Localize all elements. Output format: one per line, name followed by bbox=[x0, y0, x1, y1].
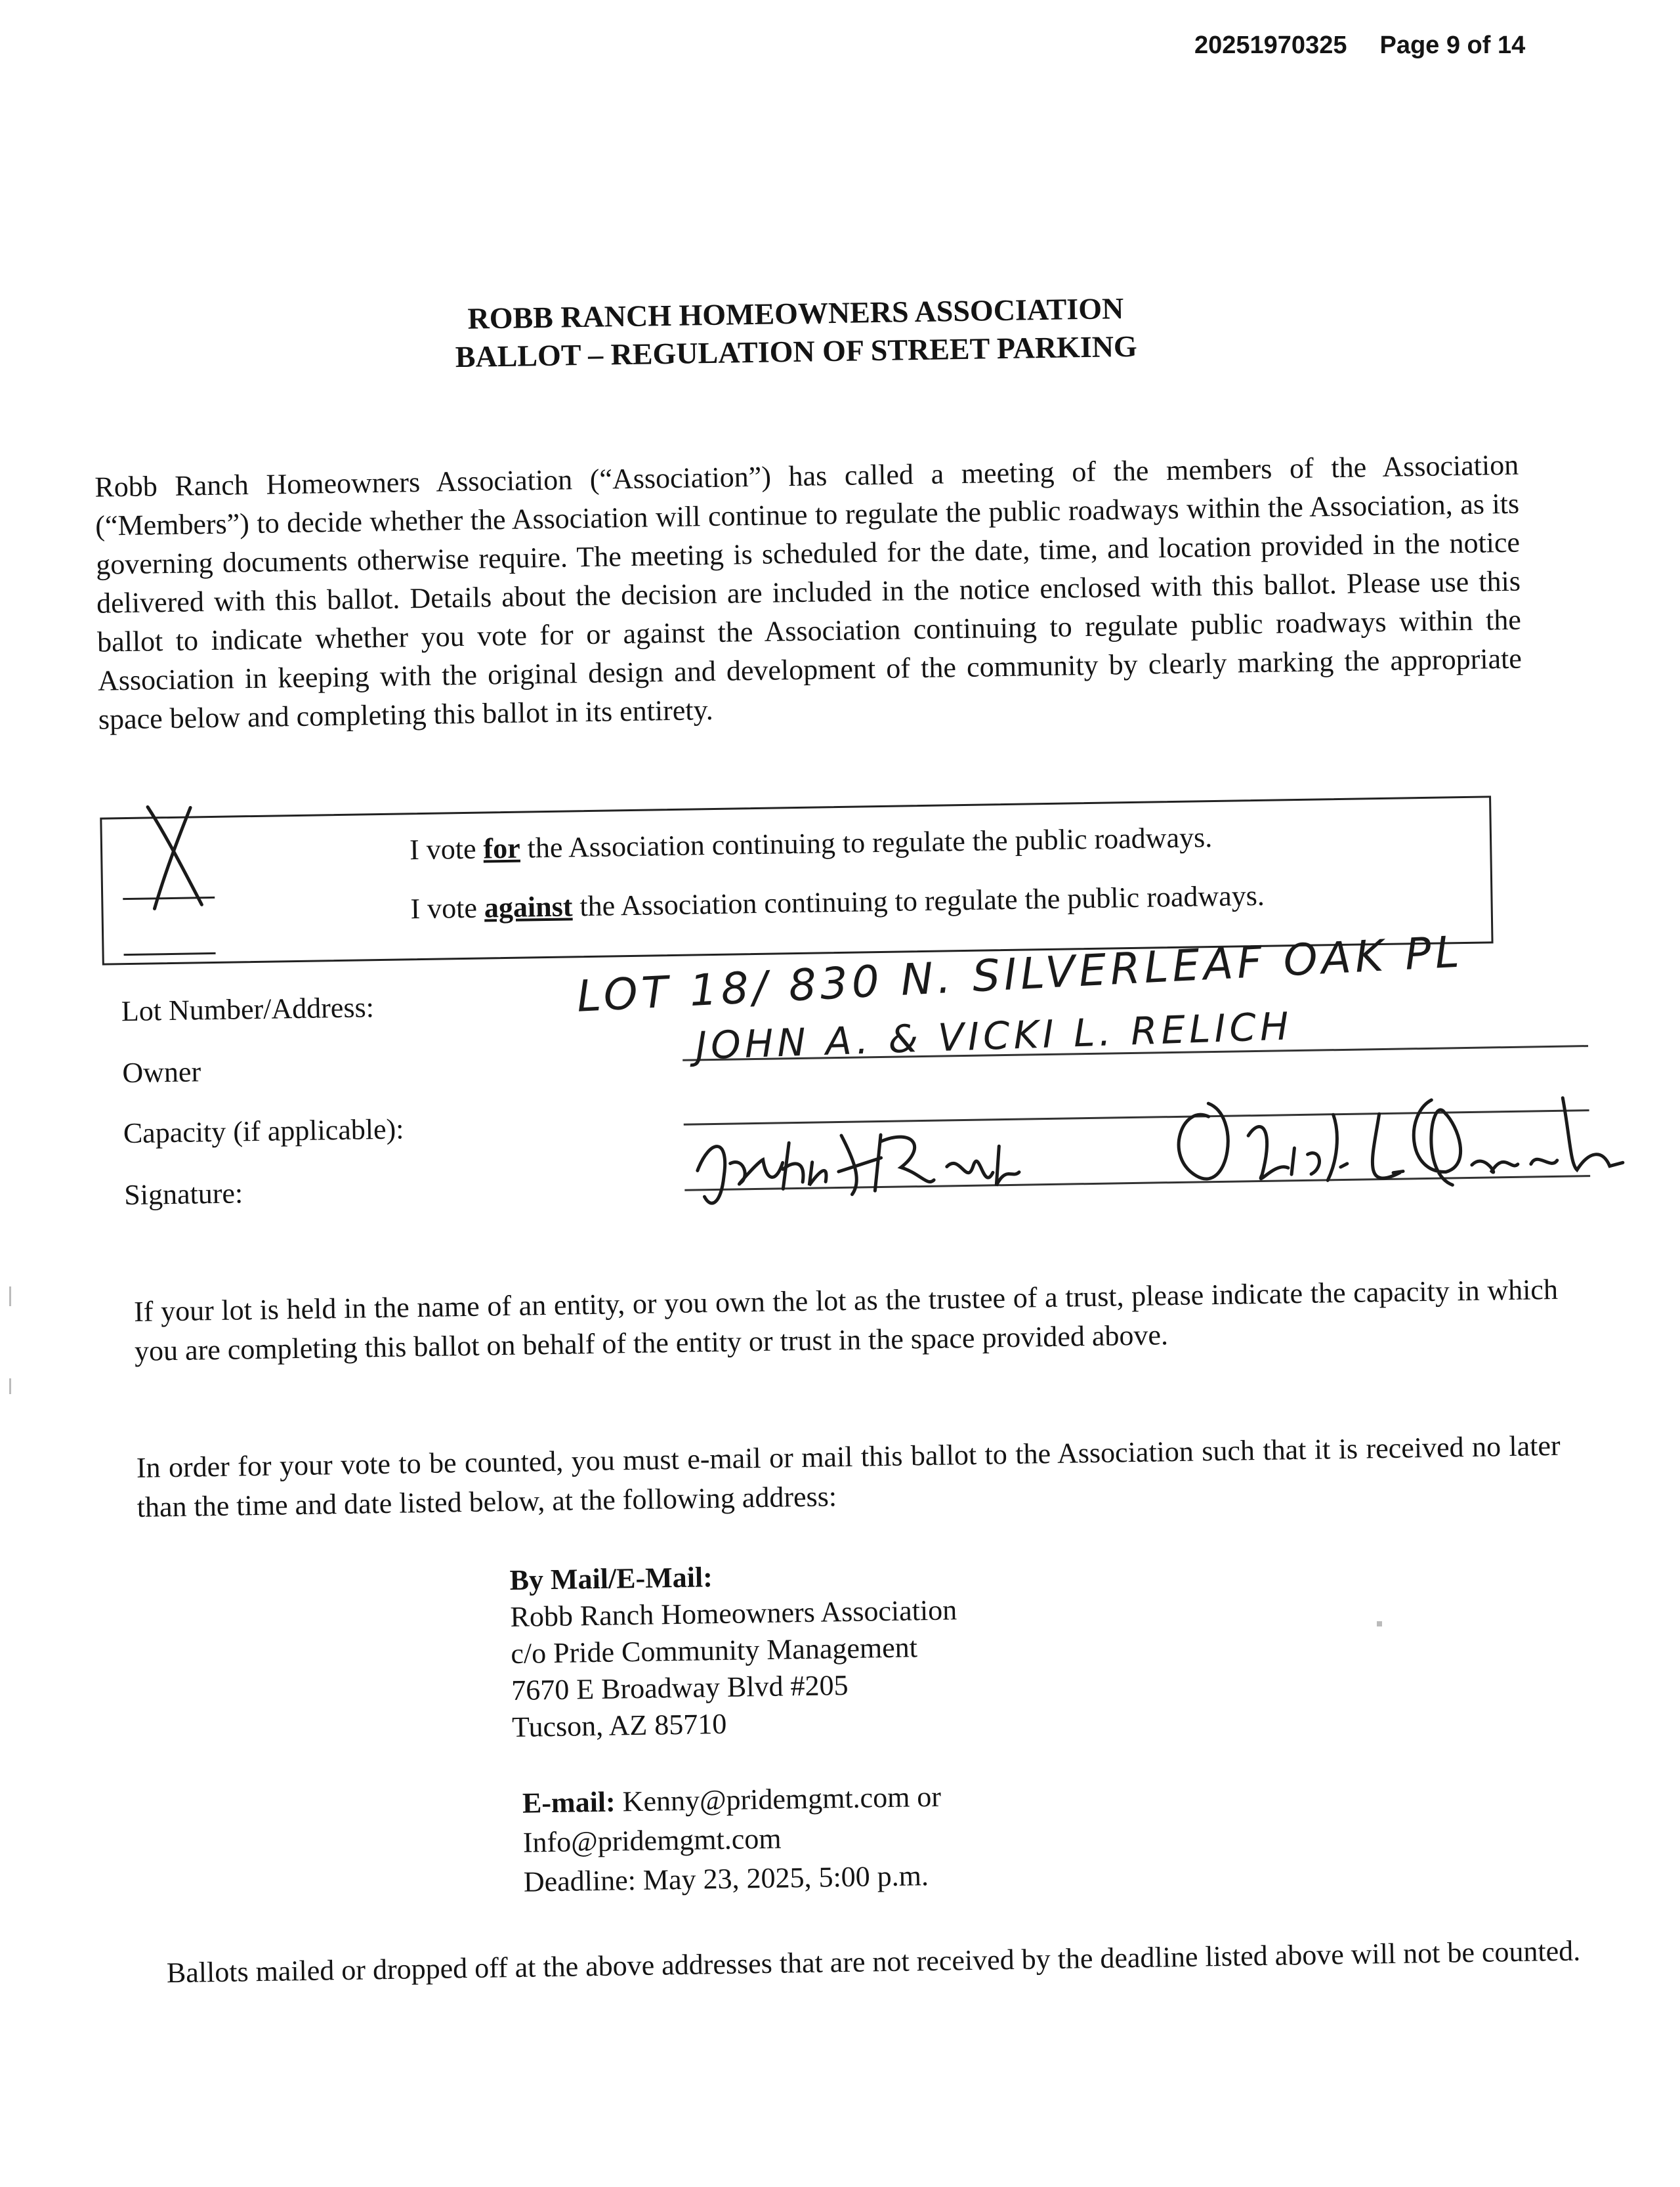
handwritten-signatures bbox=[683, 1071, 1644, 1243]
vote-against-keyword: against bbox=[484, 890, 573, 924]
address-line-4: Tucson, AZ 85710 bbox=[511, 1707, 727, 1743]
title-line-2: BALLOT – REGULATION OF STREET PARKING bbox=[455, 329, 1138, 374]
email-block bbox=[522, 1777, 942, 1902]
address-line-3: 7670 E Broadway Blvd #205 bbox=[511, 1668, 849, 1707]
lot-address-label: Lot Number/Address: bbox=[121, 991, 375, 1028]
capacity-instructions: If your lot is held in the name of an entity, or you own the lot as the trustee of a trust, please indicate the capacity in which you are completing this ballot on behalf of the entity or trust in the space provided above. bbox=[133, 1273, 1559, 1367]
email-info: Info@pridemgmt.com bbox=[522, 1822, 782, 1859]
ballot-title bbox=[0, 282, 1604, 384]
vote-against-option bbox=[410, 879, 1265, 925]
page-number: Page 9 of 14 bbox=[1379, 32, 1526, 59]
handwritten-owner: JOHN A. & VICKI L. RELICH bbox=[694, 1004, 1293, 1069]
capacity-label: Capacity (if applicable): bbox=[123, 1113, 404, 1150]
vote-against-prefix: I vote bbox=[410, 891, 485, 925]
address-line-2: c/o Pride Community Management bbox=[510, 1631, 918, 1670]
vote-for-suffix: the Association continuing to regulate the public roadways. bbox=[520, 821, 1213, 864]
intro-paragraph: Robb Ranch Homeowners Association (“Association”) has called a meeting of the members of the Association (“Members”) to decide whether the Association will continue to regulate the public roadways within the Association, as its governing documents otherwise require. The meeting is scheduled for the date, time, and location provided in the notice delivered with this ballot. Details about the decision are included in the notice enclosed with this ballot. Please use this ballot to indicate whether you vote for or against the Association continuing to regulate public roadways within the Association in keeping with the original design and development of the community by clearly marking the appropriate space below and completing this ballot in its entirety. bbox=[94, 448, 1522, 736]
scan-artifact bbox=[9, 1286, 11, 1306]
email-label: E-mail: bbox=[522, 1785, 616, 1819]
deadline: Deadline: May 23, 2025, 5:00 p.m. bbox=[523, 1859, 929, 1898]
document-number: 20251970325 bbox=[1194, 32, 1347, 59]
mail-label: By Mail/E-Mail: bbox=[509, 1561, 713, 1597]
handwritten-lot-address: LOT 18/ 830 N. SILVERLEAF OAK PL bbox=[576, 926, 1465, 1022]
closing-note: Ballots mailed or dropped off at the above addresses that are not received by the deadline listed above will not be counted. bbox=[166, 1934, 1581, 1989]
vote-for-keyword: for bbox=[483, 832, 521, 865]
submission-instructions: In order for your vote to be counted, you must e-mail or mail this ballot to the Association such that it is received no later than the time and date listed below, at the following address: bbox=[136, 1429, 1561, 1523]
vote-against-suffix: the Association continuing to regulate the public roadways. bbox=[572, 879, 1265, 923]
x-check-mark-icon bbox=[128, 799, 215, 912]
vote-for-option bbox=[410, 820, 1213, 866]
mailing-address bbox=[509, 1555, 959, 1746]
vote-for-prefix: I vote bbox=[409, 832, 484, 866]
title-line-1: ROBB RANCH HOMEOWNERS ASSOCIATION bbox=[467, 291, 1124, 335]
scan-artifact bbox=[1377, 1621, 1382, 1626]
email-line-1 bbox=[522, 1777, 941, 1823]
owner-label: Owner bbox=[122, 1055, 201, 1090]
email-kenny: Kenny@pridemgmt.com or bbox=[615, 1780, 942, 1818]
signature-label: Signature: bbox=[123, 1177, 243, 1212]
vote-against-blank[interactable] bbox=[124, 952, 216, 956]
address-line-1: Robb Ranch Homeowners Association bbox=[510, 1594, 957, 1633]
scan-artifact bbox=[9, 1378, 11, 1394]
